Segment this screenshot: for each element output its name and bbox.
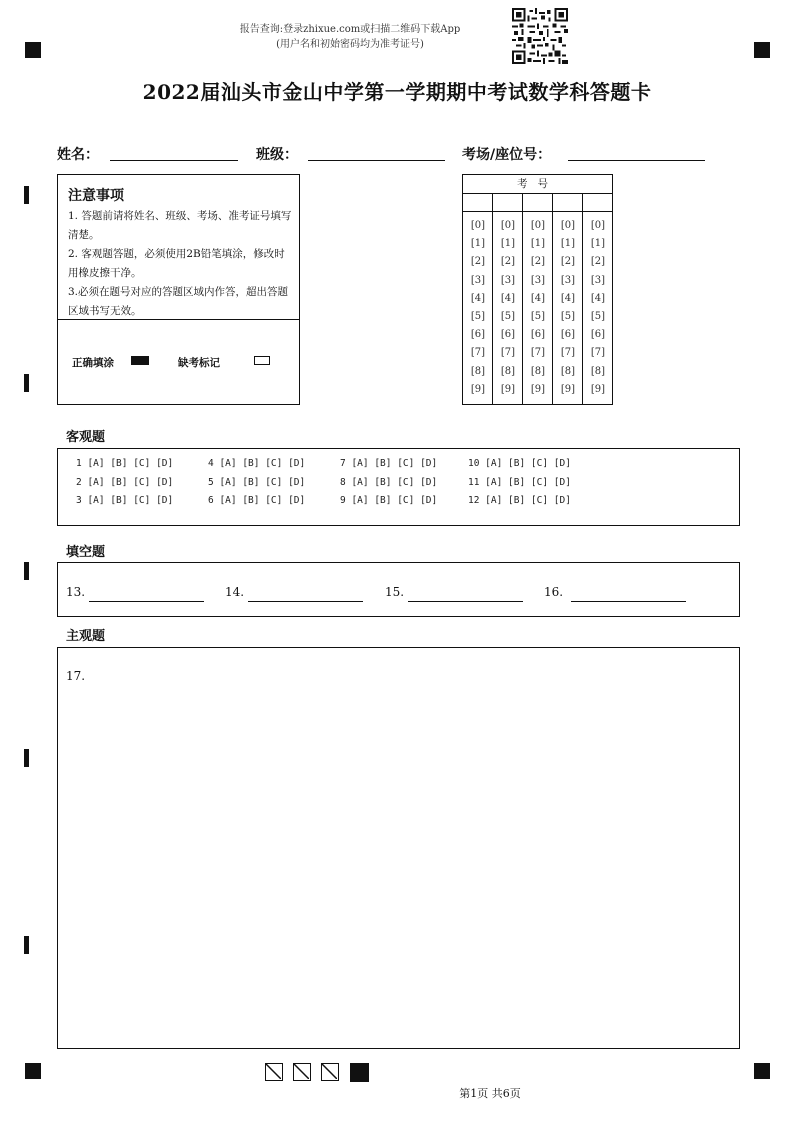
exam-digit-bubble[interactable]: [2]	[590, 256, 606, 268]
exam-digit-bubble[interactable]: [5]	[560, 311, 576, 322]
notice-item: 1. 答题前请将姓名、班级、考场、准考证号填写清楚。	[68, 210, 292, 241]
blank-number: 15.	[385, 585, 405, 599]
correct-fill-sample	[131, 356, 149, 365]
exam-digit-bubble[interactable]: [3]	[560, 274, 576, 286]
exam-digit-bubble[interactable]: [1]	[590, 238, 606, 250]
exam-number-column	[522, 193, 553, 404]
room-seat-field[interactable]	[568, 160, 705, 161]
exam-digit-bubble[interactable]: [9]	[560, 383, 576, 395]
timing-mark	[24, 186, 29, 204]
objective-section-label: 客观题	[66, 430, 106, 445]
corner-mark-bottom-left	[25, 1063, 41, 1079]
exam-digit-bubble[interactable]: [6]	[530, 329, 546, 341]
exam-digit-bubble[interactable]: [7]	[560, 347, 576, 359]
exam-digit-bubble[interactable]: [0]	[500, 220, 516, 231]
exam-number-write-cell[interactable]	[583, 193, 613, 212]
choice-question-item[interactable]: 1 [A] [B] [C] [D]	[76, 458, 174, 469]
exam-number-write-cell[interactable]	[463, 193, 493, 212]
notice-divider	[58, 319, 299, 320]
choice-question-item[interactable]: 4 [A] [B] [C] [D]	[208, 458, 306, 469]
name-field[interactable]	[110, 160, 238, 161]
exam-number-column	[492, 193, 523, 404]
exam-digit-bubble[interactable]: [6]	[500, 329, 516, 341]
exam-digit-bubble[interactable]: [7]	[530, 347, 546, 359]
exam-number-header: 考号	[463, 175, 612, 194]
notice-item: 2. 客观题答题，必须使用2B铅笔填涂，修改时用橡皮擦干净。	[68, 248, 285, 279]
page-code-slash-box	[321, 1063, 339, 1081]
exam-digit-bubble[interactable]: [6]	[590, 329, 606, 341]
objective-answer-box	[57, 448, 740, 526]
choice-question-item[interactable]: 8 [A] [B] [C] [D]	[340, 476, 438, 488]
exam-digit-bubble[interactable]: [4]	[560, 292, 576, 304]
class-label: 班级：	[256, 147, 298, 163]
correct-fill-label: 正确填涂	[72, 357, 114, 369]
notice-title: 注意事项	[68, 188, 124, 204]
exam-digit-bubble[interactable]: [0]	[590, 220, 606, 231]
blank-number: 14.	[225, 585, 245, 599]
exam-number-grid	[462, 174, 613, 405]
timing-mark	[24, 562, 29, 580]
name-label: 姓名：	[57, 147, 99, 163]
choice-question-item[interactable]: 10 [A] [B] [C] [D]	[468, 458, 571, 469]
exam-digit-bubble[interactable]: [7]	[500, 347, 516, 359]
exam-digit-bubble[interactable]: [4]	[500, 292, 516, 304]
timing-mark	[24, 749, 29, 767]
exam-digit-bubble[interactable]: [4]	[590, 292, 606, 304]
choice-question-item[interactable]: 7 [A] [B] [C] [D]	[340, 458, 438, 469]
exam-digit-bubble[interactable]: [6]	[470, 329, 486, 341]
exam-digit-bubble[interactable]: [8]	[530, 365, 546, 377]
absent-mark-label: 缺考标记	[178, 357, 220, 369]
exam-digit-bubble[interactable]: [1]	[530, 238, 546, 250]
exam-digit-bubble[interactable]: [9]	[470, 383, 486, 395]
exam-digit-bubble[interactable]: [6]	[560, 329, 576, 341]
exam-digit-bubble[interactable]: [2]	[500, 256, 516, 268]
blank-answer-line[interactable]	[248, 601, 363, 602]
exam-digit-bubble[interactable]: [1]	[470, 238, 486, 250]
exam-number-write-cell[interactable]	[553, 193, 583, 212]
corner-mark-top-right	[754, 42, 770, 58]
blank-answer-line[interactable]	[408, 601, 523, 602]
exam-digit-bubble[interactable]: [0]	[530, 220, 546, 231]
exam-digit-bubble[interactable]: [8]	[500, 365, 516, 377]
exam-digit-bubble[interactable]: [5]	[500, 311, 516, 322]
choice-question-item[interactable]: 12 [A] [B] [C] [D]	[468, 495, 571, 506]
exam-digit-bubble[interactable]: [3]	[590, 274, 606, 286]
exam-digit-bubble[interactable]: [3]	[470, 274, 486, 286]
choice-question-item[interactable]: 9 [A] [B] [C] [D]	[340, 495, 438, 506]
notice-body	[68, 207, 293, 321]
timing-mark	[24, 936, 29, 954]
class-field[interactable]	[308, 160, 445, 161]
exam-number-column	[582, 193, 613, 404]
exam-digit-bubble[interactable]: [0]	[560, 220, 576, 231]
corner-mark-top-left	[25, 42, 41, 58]
qr-code-icon[interactable]	[512, 8, 568, 64]
question-number-17: 17.	[66, 669, 86, 683]
exam-digit-bubble[interactable]: [5]	[470, 311, 486, 322]
exam-digit-bubble[interactable]: [7]	[470, 347, 486, 359]
exam-digit-bubble[interactable]: [9]	[530, 383, 546, 395]
page-title: 2022届汕头市金山中学第一学期期中考试数学科答题卡	[142, 80, 652, 104]
exam-digit-bubble[interactable]: [3]	[530, 274, 546, 286]
exam-digit-bubble[interactable]: [2]	[530, 256, 546, 268]
exam-digit-bubble[interactable]: [8]	[590, 365, 606, 377]
corner-mark-bottom-right	[754, 1063, 770, 1079]
blank-number: 13.	[66, 585, 86, 599]
choice-question-item[interactable]: 6 [A] [B] [C] [D]	[208, 495, 306, 506]
exam-digit-bubble[interactable]: [3]	[500, 274, 516, 286]
exam-digit-bubble[interactable]: [4]	[530, 292, 546, 304]
fill-blank-section-label: 填空题	[66, 545, 106, 560]
blank-answer-line[interactable]	[89, 601, 204, 602]
exam-digit-bubble[interactable]: [1]	[500, 238, 516, 250]
page-code-slash-box	[265, 1063, 283, 1081]
exam-number-column	[552, 193, 583, 404]
notice-item: 3.必须在题号对应的答题区域内作答，超出答题区域书写无效。	[68, 286, 289, 317]
exam-digit-bubble[interactable]: [0]	[470, 220, 486, 231]
exam-digit-bubble[interactable]: [9]	[590, 383, 606, 395]
exam-digit-bubble[interactable]: [8]	[470, 365, 486, 377]
report-line-1: 报告查询:登录zhixue.com或扫描二维码下载App	[239, 24, 461, 35]
choice-question-item[interactable]: 3 [A] [B] [C] [D]	[76, 495, 174, 506]
exam-digit-bubble[interactable]: [9]	[500, 383, 516, 395]
page-code-filled-box	[350, 1063, 369, 1082]
exam-number-write-cell[interactable]	[523, 193, 553, 212]
exam-digit-bubble[interactable]: [7]	[590, 347, 606, 359]
report-line-2: (用户名和初始密码均为准考证号)	[276, 39, 424, 50]
choice-question-item[interactable]: 5 [A] [B] [C] [D]	[208, 476, 306, 488]
page-number: 第1页 共6页	[459, 1087, 521, 1100]
exam-digit-bubble[interactable]: [1]	[560, 238, 576, 250]
notice-box	[57, 174, 300, 405]
blank-answer-line[interactable]	[571, 601, 686, 602]
absent-mark-checkbox[interactable]	[254, 356, 270, 365]
page-code-slash-box	[293, 1063, 311, 1081]
room-seat-label: 考场/座位号：	[462, 147, 552, 163]
subjective-answer-box[interactable]	[57, 647, 740, 1049]
exam-digit-bubble[interactable]: [5]	[530, 311, 546, 322]
report-info	[200, 22, 500, 52]
exam-number-column	[463, 193, 493, 404]
choice-question-item[interactable]: 2 [A] [B] [C] [D]	[76, 476, 174, 488]
exam-digit-bubble[interactable]: [5]	[590, 311, 606, 322]
exam-digit-bubble[interactable]: [8]	[560, 365, 576, 377]
exam-digit-bubble[interactable]: [2]	[560, 256, 576, 268]
blank-number: 16.	[544, 585, 564, 599]
exam-number-write-cell[interactable]	[493, 193, 523, 212]
exam-digit-bubble[interactable]: [4]	[470, 292, 486, 304]
exam-digit-bubble[interactable]: [2]	[470, 256, 486, 268]
timing-mark	[24, 374, 29, 392]
subjective-section-label: 主观题	[66, 629, 106, 644]
choice-question-item[interactable]: 11 [A] [B] [C] [D]	[468, 476, 571, 488]
